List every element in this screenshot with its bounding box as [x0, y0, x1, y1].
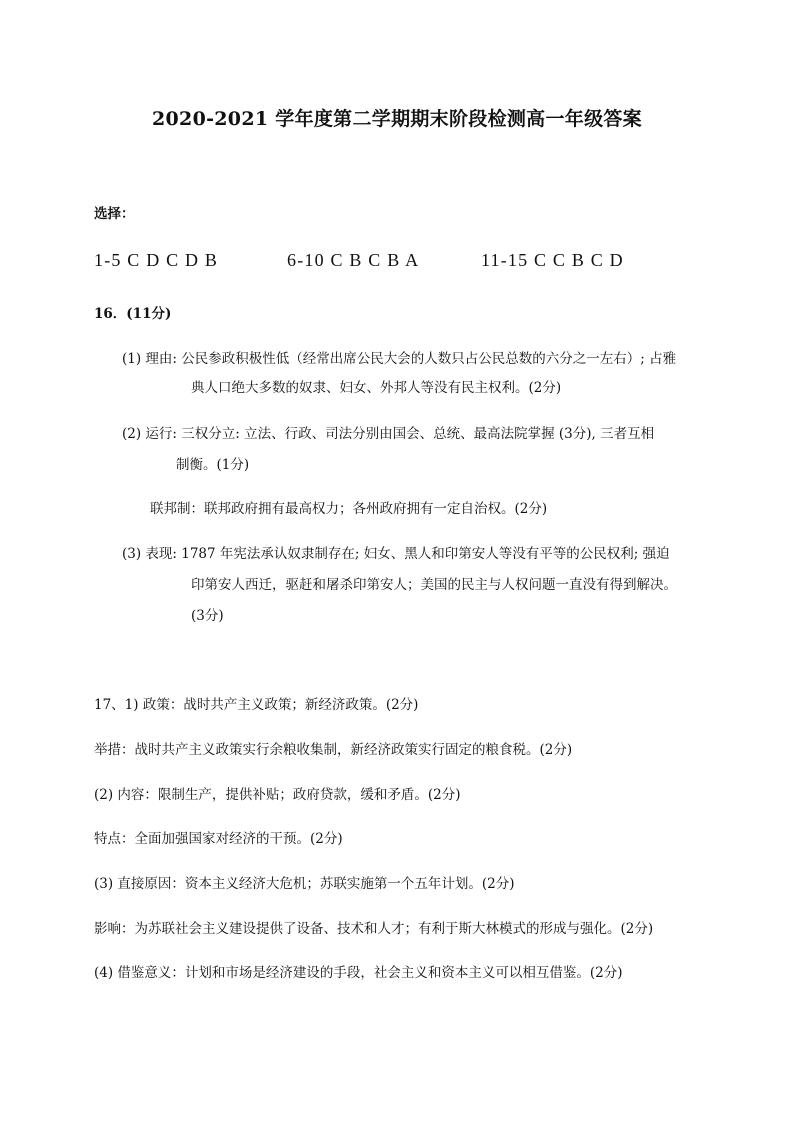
choice-answers-1-5: 1-5 C D C D B	[94, 250, 219, 270]
q16-line: 典人口绝大多数的奴隶、妇女、外邦人等没有民主权利。(2分)	[191, 380, 562, 396]
q16-line: (2) 运行: 三权分立: 立法、行政、司法分别由国会、总统、最高法院掌握 (3分), 三者互相	[122, 426, 655, 442]
q17-line: (4) 借鉴意义：计划和市场是经济建设的手段，社会主义和资本主义可以相互借鉴。(2分)	[94, 965, 623, 981]
q17-line: 影响：为苏联社会主义建设提供了设备、技术和人才；有利于斯大林模式的形成与强化。(2分)	[94, 921, 654, 937]
choice-label: 选择：	[94, 206, 135, 222]
q17-line: (2) 内容：限制生产，提供补贴；政府贷款，缓和矛盾。(2分)	[94, 787, 461, 803]
q17-line: 特点：全面加强国家对经济的干预。(2分)	[94, 831, 343, 847]
q16-line: (3分)	[191, 608, 224, 624]
choice-answers-6-10: 6-10 C B C B A	[287, 250, 420, 270]
q17-line: (3) 直接原因：资本主义经济大危机；苏联实施第一个五年计划。(2分)	[94, 876, 515, 892]
page-title: 2020-2021 学年度第二学期期末阶段检测高一年级答案	[152, 108, 642, 130]
q16-line: (1) 理由: 公民参政积极性低（经常出席公民大会的人数只占公民总数的六分之一左右）; 占雅	[122, 351, 677, 367]
q16-line: (3) 表现: 1787 年宪法承认奴隶制存在; 妇女、黑人和印第安人等没有平等的公民权利; 强迫	[122, 546, 670, 562]
q16-header: 16．(11分)	[94, 306, 172, 322]
choice-answers-11-15: 11-15 C C B C D	[481, 250, 624, 270]
q17-line: 举措：战时共产主义政策实行余粮收集制，新经济政策实行固定的粮食税。(2分)	[94, 742, 573, 758]
q16-line: 制衡。(1分)	[176, 457, 250, 473]
q16-line: 印第安人西迁，驱赶和屠杀印第安人；美国的民主与人权问题一直没有得到解决。	[191, 577, 677, 593]
q17-line: 17、1) 政策：战时共产主义政策；新经济政策。(2分)	[94, 697, 419, 713]
q16-line: 联邦制：联邦政府拥有最高权力；各州政府拥有一定自治权。(2分)	[150, 501, 548, 517]
